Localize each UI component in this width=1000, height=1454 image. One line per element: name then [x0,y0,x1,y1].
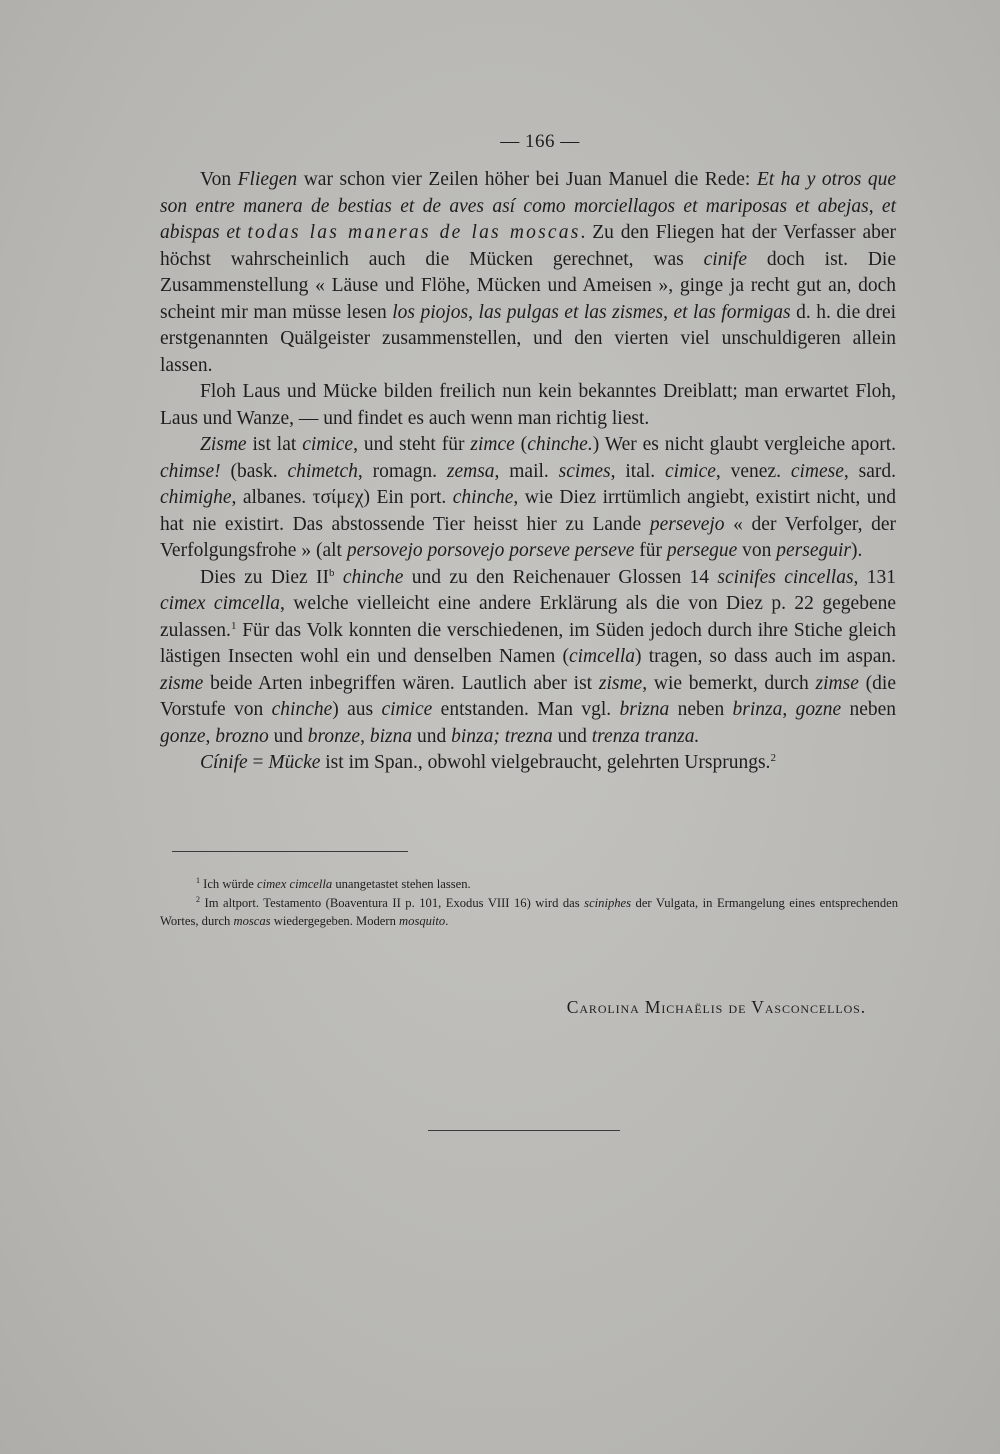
text-run [334,567,342,588]
text-run: von [737,540,777,561]
page-number: — 166 — [500,131,580,152]
text-run: neben [841,699,897,720]
italic-term: chimetch [287,460,358,482]
italic-term: los piojos [392,301,469,323]
text-run: und [552,725,592,747]
text-run: = [247,752,269,773]
text-run: , sard. [843,460,896,482]
text-run: Dies zu Diez II [200,566,329,588]
italic-term: trenza tranza. [591,725,700,747]
italic-term: cimice [665,460,716,482]
italic-term: cimcella [568,646,636,667]
italic-term: chinche [271,699,333,720]
text-run: , [360,725,370,747]
text-run: (die Vorstufe von [160,672,896,720]
superscript-mark: 1 [230,619,237,632]
text-run: beide Arten inbegriffen wären. Lautlich aber ist [203,672,599,694]
text-run: doch ist. Die Zusammenstellung « Läuse und Flöhe, Mücken und Ameisen », ginge ja recht gut an, doch scheint mir man müsse lesen [160,248,896,323]
italic-term: persovejo porsovejo porseve perseve [346,540,635,561]
text-run: , [468,301,479,323]
italic-term: sciniphes [584,895,632,910]
text-run: , mail. [494,460,559,482]
text-run: , [782,699,796,720]
italic-term: zimce [470,434,515,455]
text-run: neben [669,699,733,720]
italic-term: cinife [703,248,747,270]
text-run: ) tragen, so dass auch im aspan. [635,646,896,667]
italic-term: gonze [160,725,206,747]
italic-term: persevejo [649,513,725,535]
italic-term: Fliegen [237,169,298,190]
italic-term: chimighe [160,487,232,508]
text-run: , [205,725,216,747]
italic-term: chinche [342,566,404,588]
superscript-mark: 1 [196,876,200,885]
paragraph [160,379,896,432]
text-run: Im altport. Testamento (Boaventura II p. 101, Exodus VIII 16) wird das [200,895,585,910]
text-run: , ital. [610,460,666,482]
footnote [160,875,898,894]
text-run: , welche vielleicht eine andere Erklärung als die von Diez p. 22 gegebene zulassen. [160,593,897,641]
italic-term: todas las maneras de las moscas [247,222,581,243]
text-run: der Vulgata, in Ermangelung eines entsprechenden Wortes, durch [160,895,899,928]
text-run: und [412,725,452,747]
text-run: ist im Span., obwohl vielgebraucht, gelehrten Ursprungs. [320,752,771,773]
italic-term: et las formigas [673,301,791,323]
text-run: ) aus [332,699,382,720]
italic-term: perseguir [776,540,852,561]
italic-term: zemsa [446,460,495,482]
footnote [160,894,898,931]
text-run: und [268,725,308,747]
italic-term: scinifes cincellas [717,566,854,588]
paragraph [160,565,896,751]
text-run: Für das Volk konnten die verschiedenen, im Süden jedoch durch ihre Stiche gleich lästigen Insecten wohl ein und denselben Namen ( [160,619,896,667]
text-run: ) Wer es nicht glaubt vergleiche aport. [592,434,896,455]
italic-term: moscas [233,914,271,928]
italic-term: Cínife [200,752,248,773]
italic-term: chinche. [527,434,593,455]
italic-term: zimse [815,672,859,694]
text-run: ). [851,540,863,561]
text-run: für [634,540,667,561]
text-run: ist lat [246,434,303,455]
paragraph [160,432,896,565]
italic-term: Et ha y otros que son entre manera de bestias et de aves así como morciellagos et mariposas et abejas [160,169,897,217]
italic-term: cimice [381,699,433,720]
text-run: und zu den Reichenauer Glossen 14 [403,566,718,588]
text-run: , romagn. [357,460,447,482]
italic-term: Zisme [200,434,247,455]
text-run: , wie Diez irrtümlich angiebt, existirt nicht, und hat nie existirt. Das abstossende Tier heisst hier zu Lande [160,487,896,535]
text-run: , [663,301,674,323]
italic-term: zisme [160,672,204,694]
paragraph [160,167,896,379]
italic-term: bronze [307,725,361,747]
text-run: , wie bemerkt, durch [642,672,816,694]
footnotes [160,875,898,931]
italic-term: binza; trezna [451,725,553,747]
text-run: . Zu den Fliegen hat der Verfasser aber höchst wahrscheinlich auch die Mücken gerechnet, was [160,222,897,270]
italic-term: et abispas et [160,195,896,243]
superscript-mark: b [328,566,335,579]
author-signature: Carolina Michaëlis de Vasconcellos. [566,997,866,1017]
italic-term: cimese [790,460,844,482]
italic-term: brizna [619,699,670,720]
italic-term: persegue [666,540,738,561]
italic-term: bizna [369,725,413,747]
italic-term: chimse! [160,460,221,482]
italic-term: cimex cimcella [257,877,333,891]
text-run: Floh Laus und Mücke bilden freilich nun kein bekanntes Dreiblatt; man erwartet Floh, Laus und Wanze, — und findet es auch wenn man richtig liest. [160,381,896,429]
paragraph [160,750,896,777]
italic-term: cimice [302,434,354,455]
text-run: war schon vier Zeilen höher bei Juan Manuel die Rede: [297,169,757,190]
italic-term: cimex cimcella [160,593,280,614]
end-divider [428,1130,620,1131]
superscript-mark: 2 [196,894,200,904]
text-run: , 131 [853,566,897,588]
italic-term: mosquito [399,914,446,928]
text-run: . [445,914,449,928]
text-run: Ich würde [200,877,257,891]
text-run: , venez. [715,460,791,482]
superscript-mark: 2 [770,752,776,764]
text-run: , albanes. τσίμεχ) Ein port. [231,487,453,508]
text-run: ( [514,434,528,455]
italic-term: chinche [452,487,514,508]
italic-term: brozno [215,725,269,747]
italic-term: scimes [558,460,611,482]
text-run: entstanden. Man vgl. [432,699,620,720]
italic-term: gozne [795,699,842,720]
text-run: unangetastet stehen lassen. [332,877,471,891]
italic-term: zisme [598,672,643,694]
text-run: , und steht für [353,434,471,455]
text-run: Von [200,169,238,190]
text-run: , [868,195,882,217]
text-run: wiedergegeben. Modern [270,914,400,928]
text-run: « der Verfolger, der Verfolgungsfrohe » (alt [160,513,896,561]
main-text [160,167,896,777]
footnote-divider [172,851,408,852]
italic-term: Mücke [268,752,321,773]
italic-term: las pulgas et las zismes [478,301,664,323]
italic-term: brinza [732,699,783,720]
text-run: d. h. die drei erstgenannten Quälgeister zusammenstellen, und den vierten viel unschuldigeren allein lassen. [160,301,897,376]
text-run: (bask. [220,460,288,482]
